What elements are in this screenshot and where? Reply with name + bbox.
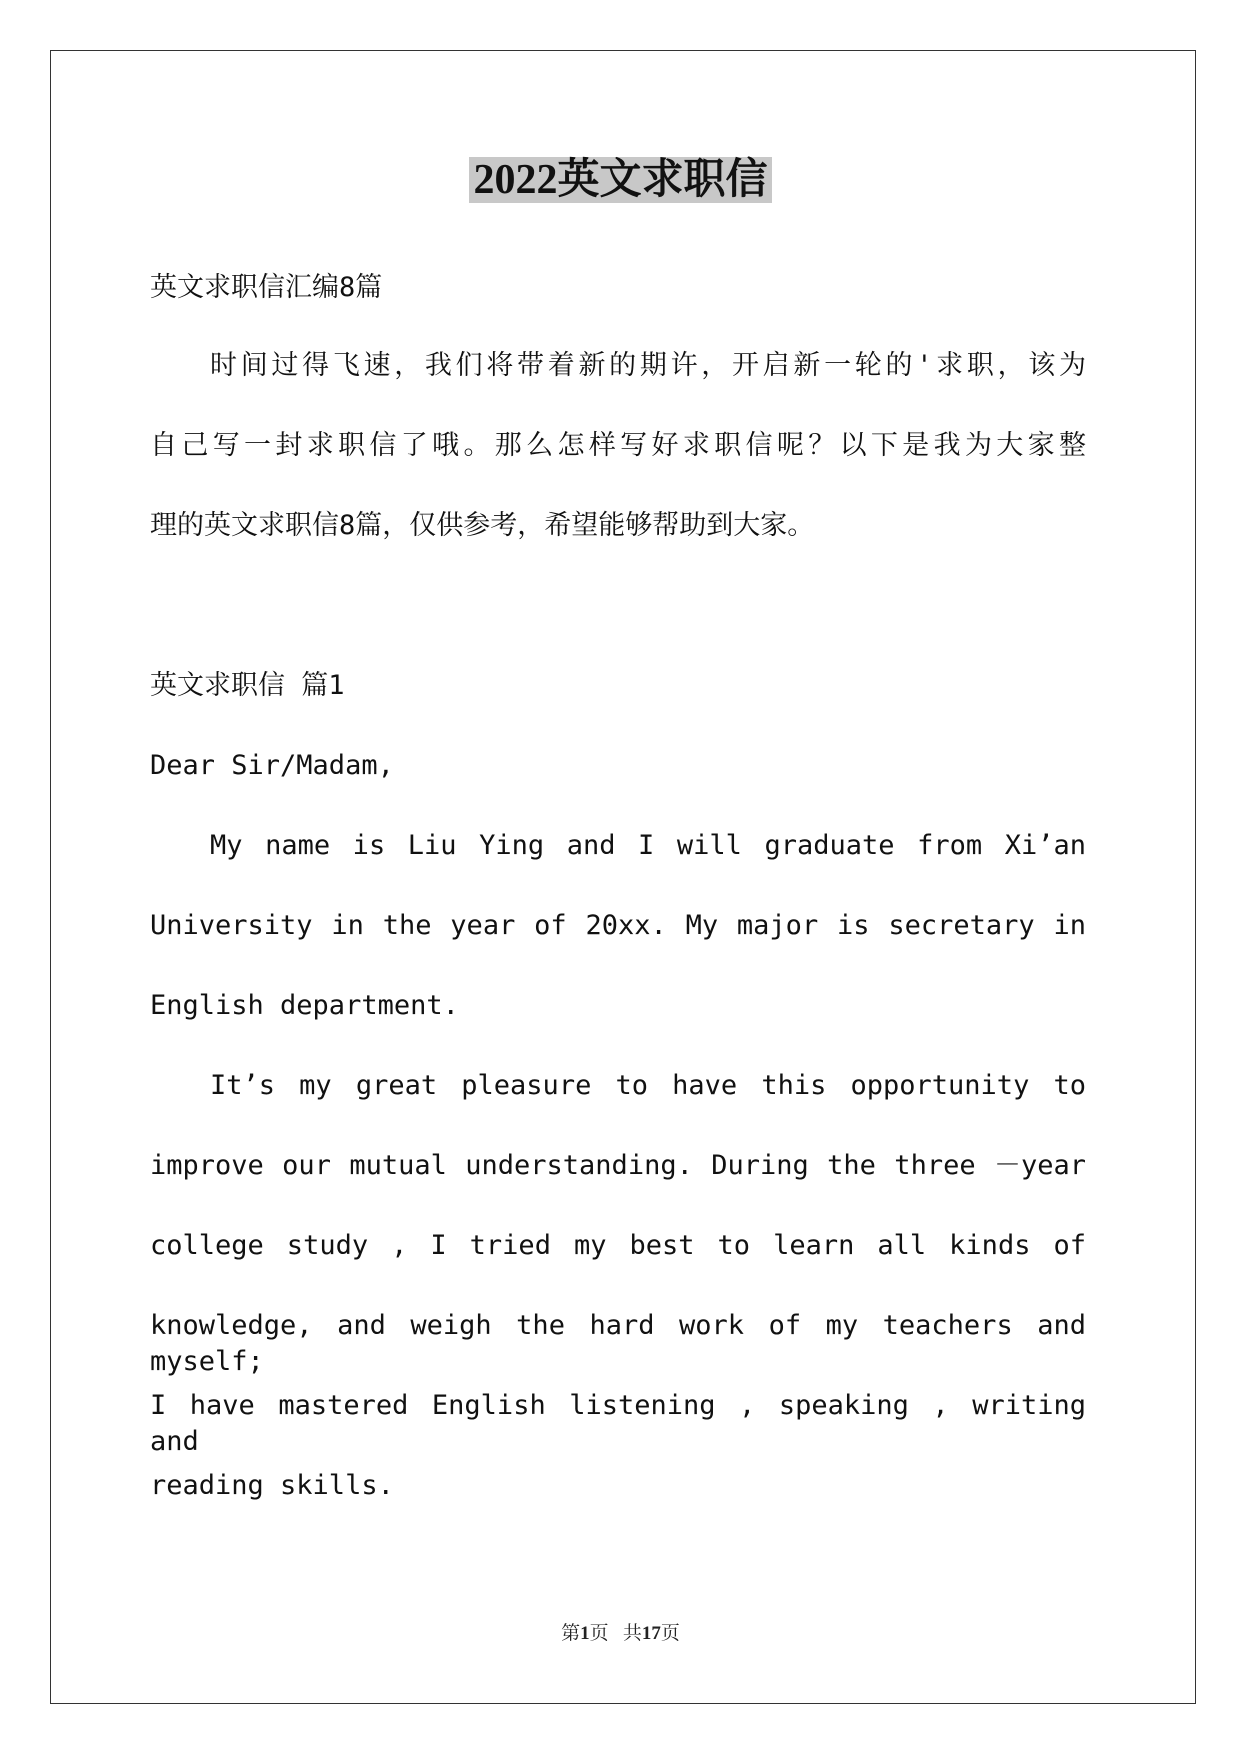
total-suffix: 页 — [660, 1623, 680, 1644]
page-number: 1 — [580, 1623, 590, 1644]
paragraph-line: English department. — [150, 990, 459, 1021]
intro-line: 时间过得飞速，我们将带着新的期许，开启新一轮的'求职，该为 — [210, 350, 1086, 381]
paragraph-line: college study , I tried my best to learn all kinds of — [150, 1230, 1086, 1261]
document-subtitle: 英文求职信汇编8篇 — [150, 272, 383, 303]
paragraph-line: reading skills. — [150, 1470, 394, 1501]
paragraph-line: improve our mutual understanding. During the three －year — [150, 1150, 1086, 1181]
page-footer — [0, 1620, 1241, 1648]
paragraph-line: I have mastered English listening , speaking , writing and — [150, 1390, 1086, 1457]
salutation: Dear Sir/Madam, — [150, 750, 394, 781]
paragraph-line: knowledge, and weigh the hard work of my teachers and myself; — [150, 1310, 1086, 1377]
paragraph-line: It’s my great pleasure to have this opportunity to — [210, 1070, 1086, 1101]
total-prefix: 共 — [622, 1623, 642, 1644]
paragraph-line: My name is Liu Ying and I will graduate from Xi’an — [210, 830, 1086, 861]
paragraph-line: University in the year of 20xx. My major is secretary in — [150, 910, 1086, 941]
document-title-text: 2022英文求职信 — [469, 157, 771, 203]
intro-line: 理的英文求职信8篇，仅供参考，希望能够帮助到大家。 — [150, 510, 815, 541]
total-pages: 17 — [641, 1623, 661, 1644]
page-suffix: 页 — [589, 1623, 609, 1644]
document-title — [0, 150, 1241, 210]
section-heading: 英文求职信 篇1 — [150, 670, 345, 701]
intro-line: 自己写一封求职信了哦。那么怎样写好求职信呢？以下是我为大家整 — [150, 430, 1086, 461]
page-prefix: 第 — [561, 1623, 581, 1644]
